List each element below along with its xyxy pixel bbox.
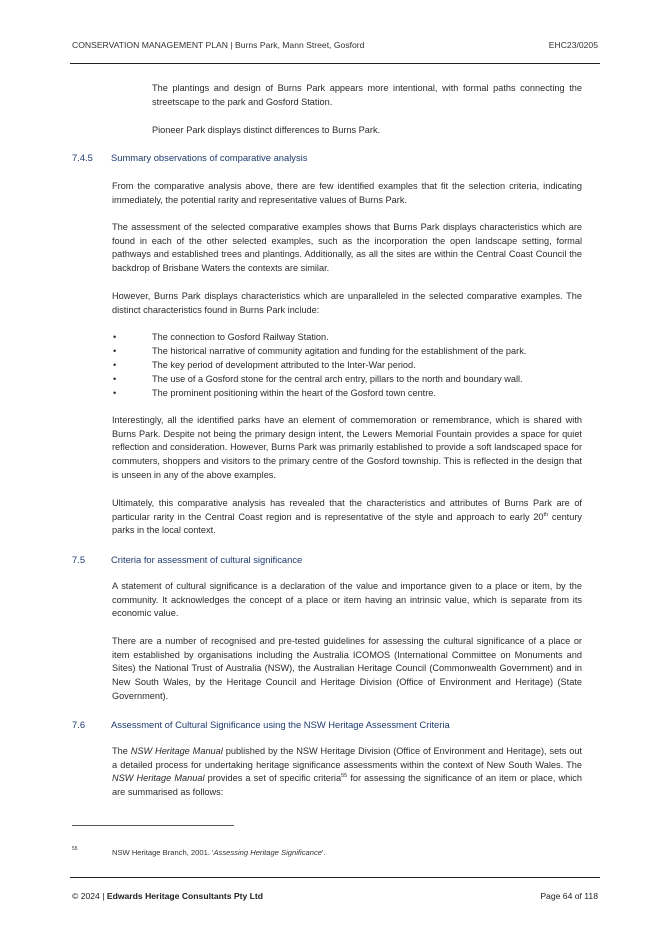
paragraph-conclusion: Ultimately, this comparative analysis has revealed that the characteristics and attributes of Burns Park are of particular rarity in the Central Coast region and is representative of the style and approach to early 20th century parks in the local context. (112, 498, 582, 536)
footnote-rule (72, 825, 234, 826)
paragraph-commemoration: Interestingly, all the identified parks have an element of commemoration or remembrance, which is shared with Burns Park. Despite not being the primary design intent, the Lewers Memorial Fountain provides a space for quiet reflection and consideration. However, Burns Park was primarily established to provide a soft landscaped space for commuters, shoppers and visitors to the primary centre of the Gosford township. This is reflected in the design that is unseen in any of the above examples. (112, 415, 582, 480)
footnote-mark: 55 (72, 846, 78, 852)
header-reference: EHC23/0205 (548, 40, 598, 50)
list-item: • The connection to Gosford Railway Station. (112, 331, 592, 345)
list-item: • The use of a Gosford stone for the central arch entry, pillars to the north and boundary wall. (112, 373, 592, 387)
characteristics-list (112, 331, 592, 401)
footer-rule (70, 877, 600, 878)
paragraph-comparative-2: The assessment of the selected comparative examples shows that Burns Park displays characteristics which are found in each of the other selected examples, such as the incorporation the open landscape setting, formal pathways and established trees and plantings. Additionally, as all the sites are within the Central Coast Council the backdrop of Brisbane Waters the contexts are similar. (112, 222, 582, 274)
paragraph-statement: A statement of cultural significance is a declaration of the value and importance given to a place or item, by the community. It acknowledges the concept of a place or item having an intrinsic value, which is separate from its economic value. (112, 581, 582, 619)
header-title: CONSERVATION MANAGEMENT PLAN | Burns Park, Mann Street, Gosford (72, 40, 365, 50)
paragraph-heritage-manual: The NSW Heritage Manual published by the NSW Heritage Division (Office of Environment and Heritage), sets out a detailed process for undertaking heritage significance assessments within the context of New South Wales. The NSW Heritage Manual provides a set of specific criteria$^{55}$ for assessing the significance of an item or place, which are summarised as follows: (112, 746, 582, 798)
footer-company: Edwards Heritage Consultants Pty Ltd (106, 891, 264, 901)
footnote-text: NSW Heritage Branch, 2001. 'Assessing Heritage Significance'. (112, 848, 326, 857)
heading-number: 7.6 (72, 719, 86, 730)
paragraph-plantings: The plantings and design of Burns Park appears more intentional, with formal paths connecting the streetscape to the park and Gosford Station. (152, 83, 582, 107)
heading-number: 7.5 (72, 554, 86, 565)
heading-title: Assessment of Cultural Significance using the NSW Heritage Assessment Criteria (111, 719, 450, 730)
header-rule (70, 63, 600, 64)
bullet-glyph: • (113, 345, 117, 356)
footer-copyright: © 2024 | Edwards Heritage Consultants Pty Ltd (72, 891, 264, 901)
list-item: • The historical narrative of community agitation and funding for the establishment of the park. (112, 345, 592, 359)
heading-number: 7.4.5 (72, 152, 93, 163)
heading-title: Criteria for assessment of cultural significance (111, 554, 303, 565)
heading-title: Summary observations of comparative analysis (111, 152, 308, 163)
bullet-glyph: • (113, 387, 117, 398)
paragraph-comparative-1: From the comparative analysis above, there are few identified examples that fit the selection criteria, indicating immediately, the potential rarity and representative values of Burns Park. (112, 181, 582, 205)
list-item: • The prominent positioning within the heart of the Gosford town centre. (112, 387, 592, 401)
list-item: • The key period of development attributed to the Inter-War period. (112, 359, 592, 373)
paragraph-comparative-3: However, Burns Park displays characteristics which are unparalleled in the selected comparative examples. The distinct characteristics found in Burns Park include: (112, 291, 582, 315)
bullet-glyph: • (113, 373, 117, 384)
page-number: Page 64 of 118 (540, 891, 598, 901)
bullet-glyph: • (113, 332, 117, 342)
bullet-glyph: • (113, 359, 117, 370)
paragraph-guidelines: There are a number of recognised and pre-tested guidelines for assessing the cultural significance of a place or item established by organisations including the Australia ICOMOS (International Committee on Monuments and Sites) the National Trust of Australia (NSW), the Australian Heritage Council (Commonwealth Government) and in New South Wales, by the Heritage Council and Heritage Division (Office of Environment and Heritage) (State Government). (112, 636, 582, 701)
paragraph-pioneer: Pioneer Park displays distinct differences to Burns Park. (152, 125, 381, 135)
